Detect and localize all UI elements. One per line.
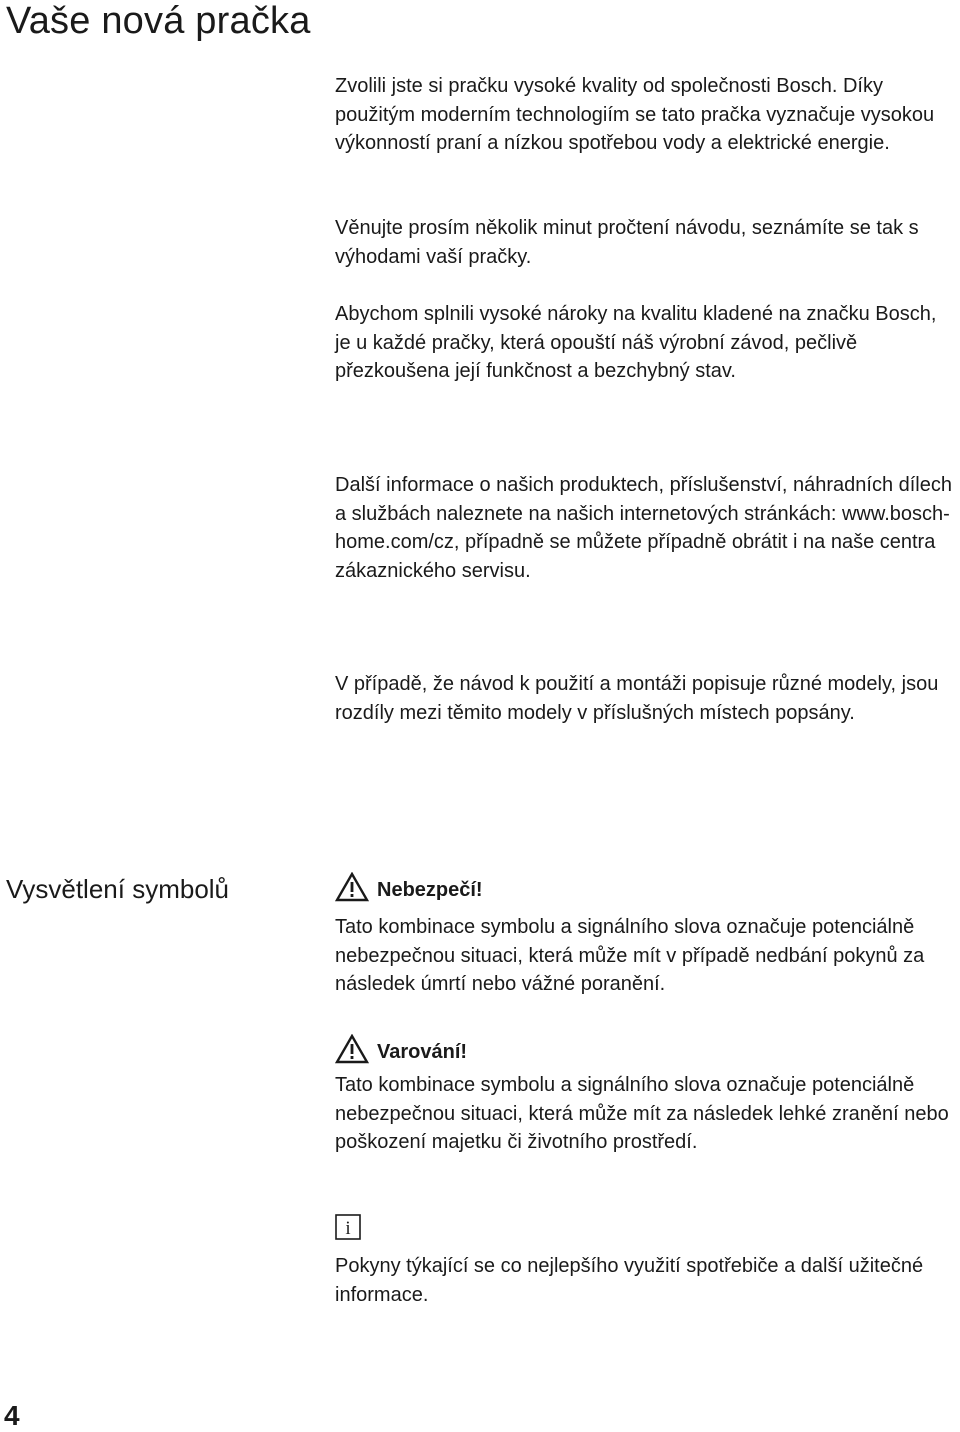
danger-label: Nebezpečí! bbox=[377, 879, 483, 901]
danger-description: Tato kombinace symbolu a signálního slova označuje potenciálně nebezpečnou situaci, která může mít v případě nedbání pokynů za následek úmrtí nebo vážné poranění. bbox=[335, 916, 925, 996]
warning-heading bbox=[335, 1030, 467, 1064]
danger-heading bbox=[335, 868, 483, 902]
info-icon bbox=[335, 1214, 361, 1240]
intro-paragraph-testing: Abychom splnili vysoké nároky na kvalitu kladené na značku Bosch, je u každé pračky, která opouští náš výrobní závod, pečlivě přezkoušena její funkčnost a bezchybný stav. bbox=[335, 303, 937, 383]
intro-paragraph-read-manual: Věnujte prosím několik minut pročtení návodu, seznámíte se tak s výhodami vaší pračky. bbox=[335, 217, 919, 268]
info-icon-glyph: i bbox=[345, 1218, 351, 1239]
page-title: Vaše nová pračka bbox=[6, 0, 311, 42]
info-description: Pokyny týkající se co nejlepšího využití spotřebiče a další užitečné informace. bbox=[335, 1255, 924, 1306]
intro-paragraph-quality: Zvolili jste si pračku vysoké kvality od společnosti Bosch. Díky použitým moderním technologiím se tato pračka vyznačuje vysokou výkonností praní a nízkou spotřebou vody a elektrické energie. bbox=[335, 75, 935, 155]
warning-triangle-icon bbox=[335, 872, 369, 902]
warning-label: Varování! bbox=[377, 1041, 468, 1063]
warning-description: Tato kombinace symbolu a signálního slova označuje potenciálně nebezpečnou situaci, která může mít za následek lehké zranění nebo poškození majetku či životního prostředí. bbox=[335, 1074, 949, 1154]
page-number: 4 bbox=[4, 1400, 20, 1431]
intro-paragraph-more-info: Další informace o našich produktech, příslušenství, náhradních dílech a službách naleznete na našich internetových stránkách: www.bosch-home.com/cz, případně se můžete případně obrátit i na naše centra zákaznického servisu. bbox=[335, 474, 952, 582]
warning-triangle-icon bbox=[335, 1034, 369, 1064]
symbols-section-title: Vysvětlení symbolů bbox=[6, 874, 230, 904]
intro-paragraph-models: V případě, že návod k použití a montáži popisuje různé modely, jsou rozdíly mezi těmito modely v příslušných místech popsány. bbox=[335, 673, 939, 724]
